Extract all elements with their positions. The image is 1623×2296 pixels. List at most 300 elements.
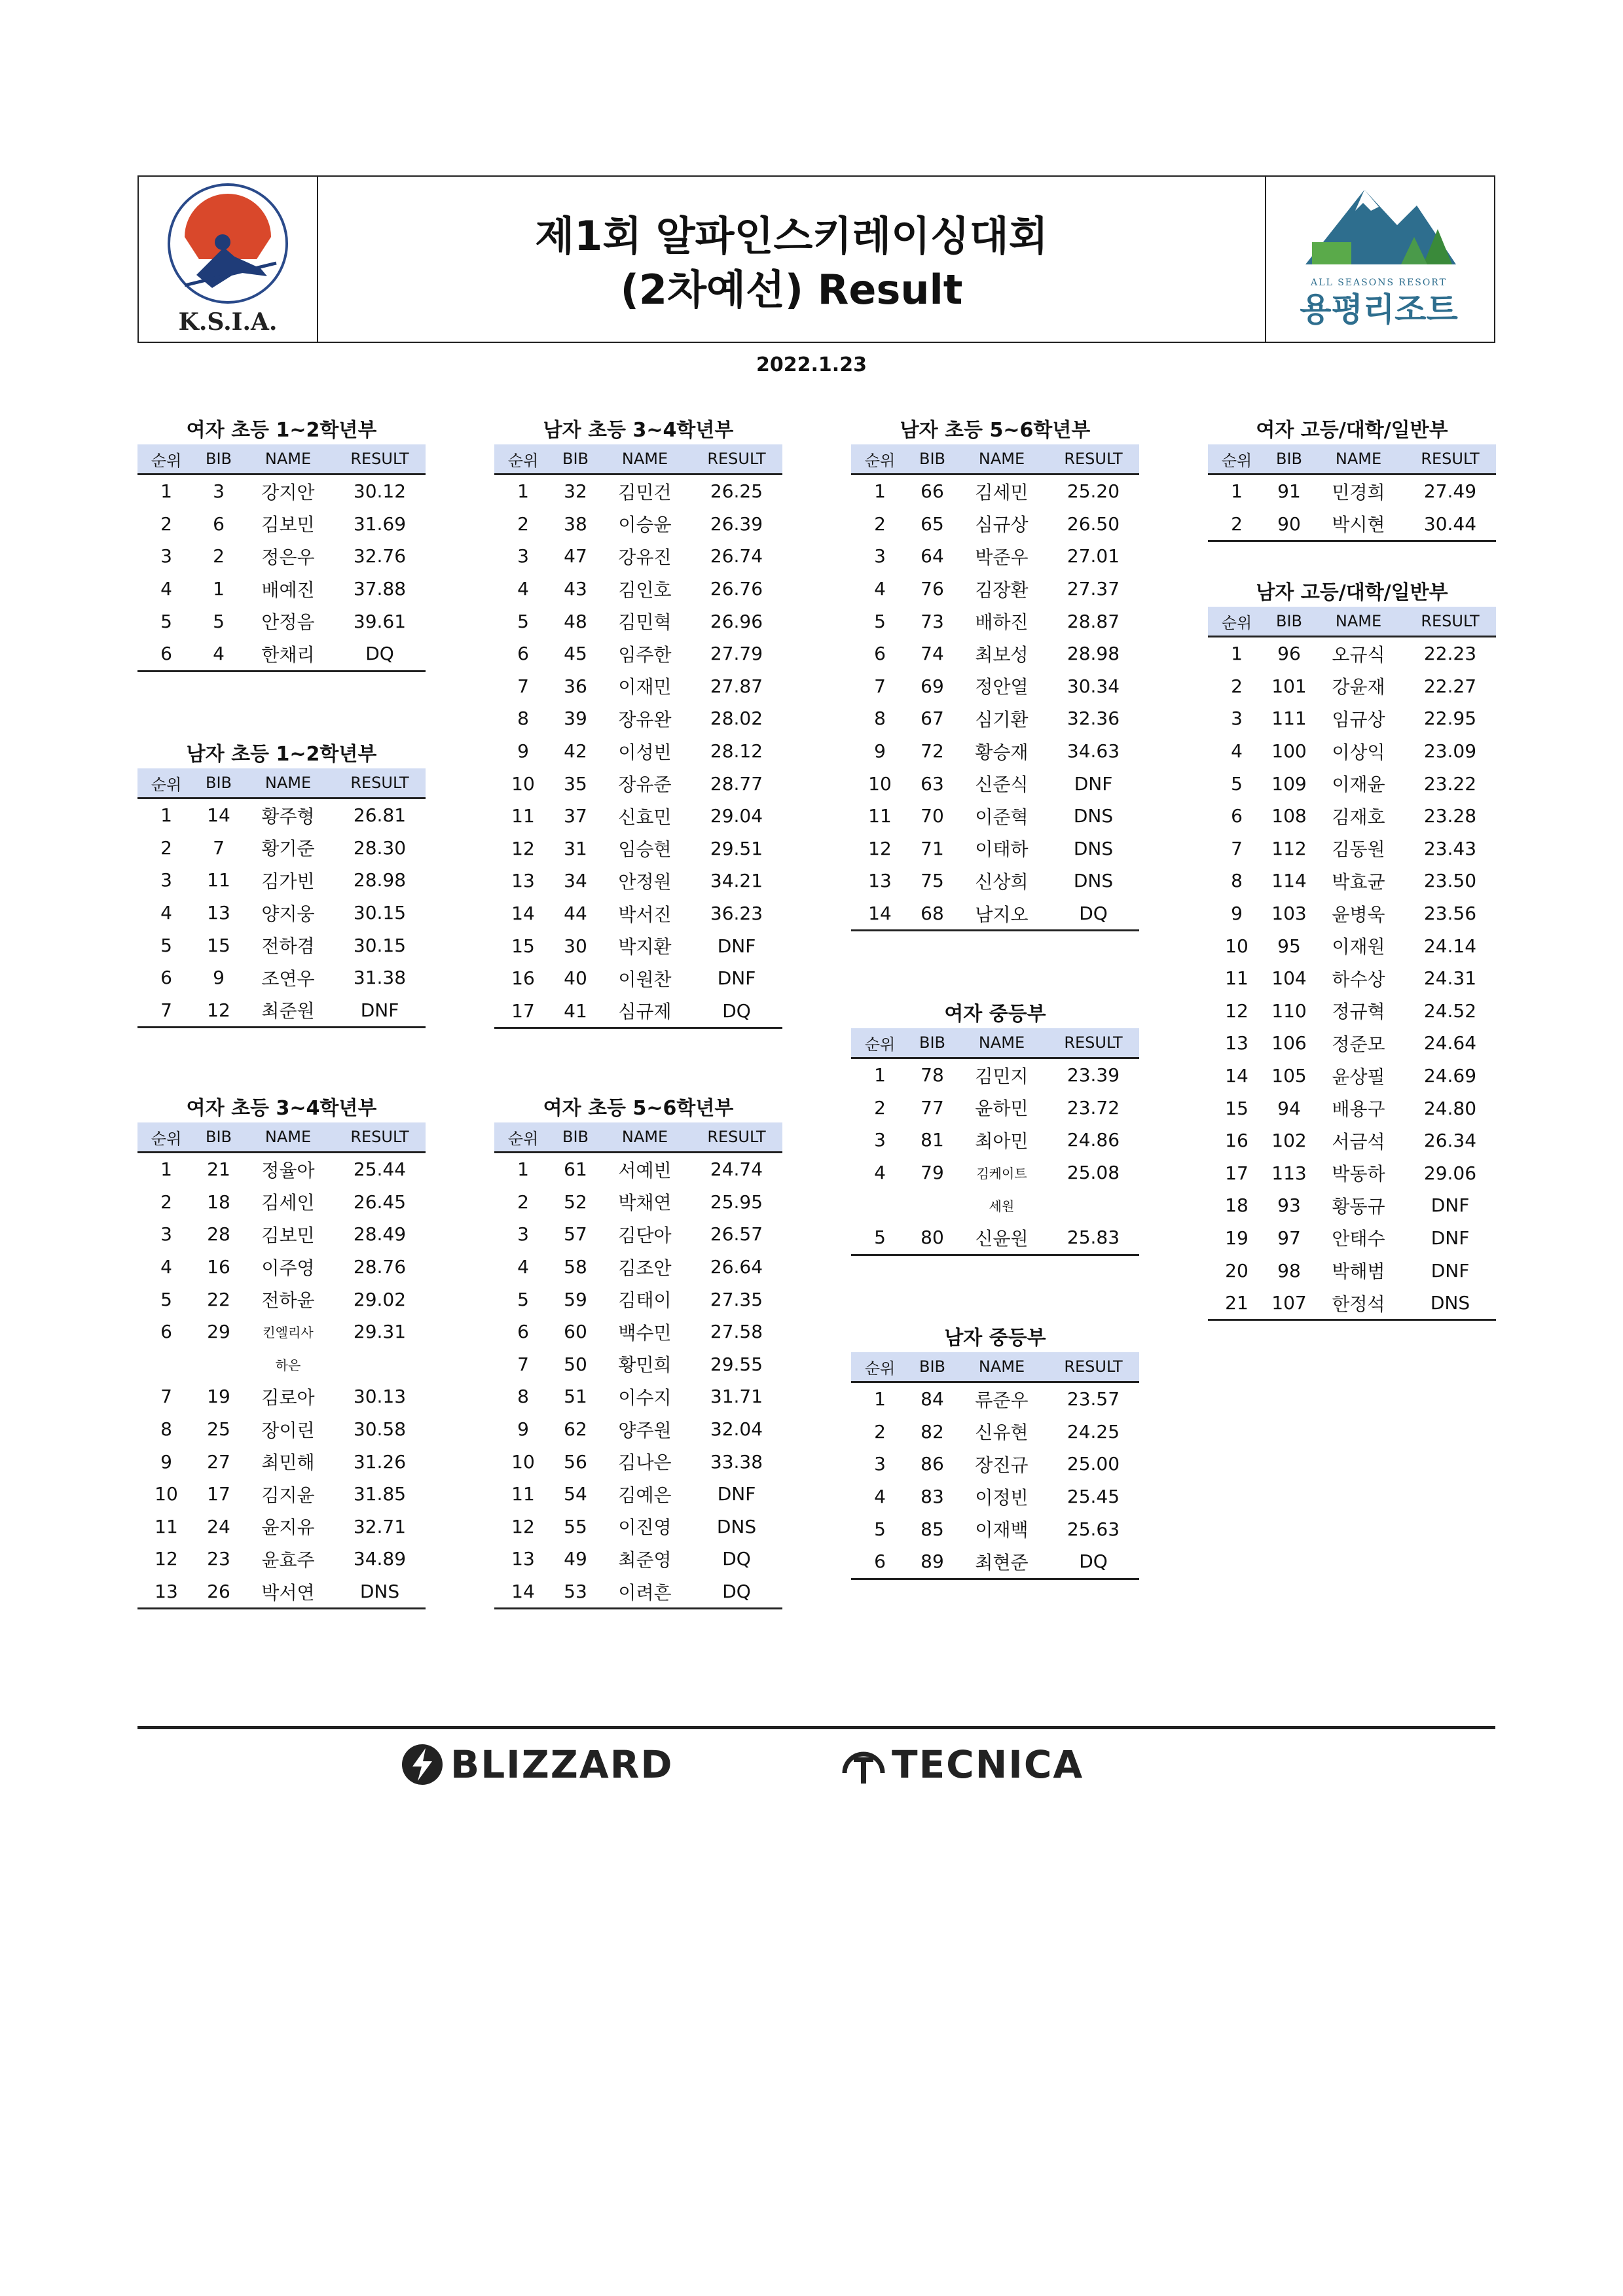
rank-cell: 4 xyxy=(874,1162,886,1184)
name-cell: 최준영 xyxy=(618,1549,672,1571)
sponsor-blizzard xyxy=(401,1738,674,1791)
name-cell: 이상익 xyxy=(1332,741,1385,763)
result-cell: 27.35 xyxy=(710,1288,763,1310)
name-cell: 이원찬 xyxy=(618,968,672,990)
result-cell: 26.50 xyxy=(1067,512,1120,535)
name-cell: 윤상필 xyxy=(1332,1066,1385,1088)
name-cell: 김보민 xyxy=(261,514,315,536)
bib-cell: 40 xyxy=(564,967,587,990)
rank-cell: 8 xyxy=(160,1418,172,1441)
rank-cell: 11 xyxy=(511,805,535,827)
bib-cell: 82 xyxy=(921,1420,944,1443)
name-cell: 배용구 xyxy=(1332,1098,1385,1121)
column-header-result: RESULT xyxy=(1421,612,1480,630)
name-cell: 임승현 xyxy=(618,838,672,861)
table-row xyxy=(851,1480,1139,1513)
table-row xyxy=(494,540,782,573)
table-row xyxy=(494,800,782,833)
result-cell: 29.06 xyxy=(1423,1162,1477,1184)
rank-cell: 15 xyxy=(511,935,535,957)
table-row xyxy=(137,1445,426,1478)
bib-cell: 109 xyxy=(1271,772,1307,795)
table-header-row xyxy=(137,444,426,475)
column-header-result: RESULT xyxy=(1064,450,1123,468)
result-cell: 32.71 xyxy=(353,1515,407,1537)
table-row xyxy=(137,799,426,832)
name-cell: 황민희 xyxy=(618,1354,672,1376)
column-header-bib: BIB xyxy=(919,450,945,468)
rank-cell: 2 xyxy=(517,1191,529,1213)
name-cell: 이재백 xyxy=(975,1519,1029,1541)
name-cell: 이재원 xyxy=(1332,936,1385,958)
column-header-name: NAME xyxy=(264,1128,312,1146)
bib-cell: 68 xyxy=(921,903,944,925)
name-cell: 류준우 xyxy=(975,1389,1029,1411)
name-cell: 신윤원 xyxy=(975,1227,1029,1249)
bib-cell: 77 xyxy=(921,1096,944,1119)
name-cell: 최보성 xyxy=(975,643,1029,666)
result-cell: 26.81 xyxy=(353,804,407,827)
table-row xyxy=(851,637,1139,670)
rank-cell: 1 xyxy=(874,1388,886,1410)
name-cell: 김세인 xyxy=(261,1192,315,1214)
table-row xyxy=(494,1283,782,1316)
table-row xyxy=(494,1511,782,1543)
name-cell: 박해범 xyxy=(1332,1261,1385,1283)
result-cell: 31.38 xyxy=(353,967,407,989)
result-cell: 30.15 xyxy=(353,902,407,924)
table-girls-elem-3-4 xyxy=(137,1098,426,1609)
result-cell: 27.87 xyxy=(710,675,763,697)
result-cell: 25.00 xyxy=(1067,1453,1120,1475)
bib-cell: 1 xyxy=(213,578,225,600)
rank-cell: 16 xyxy=(1225,1130,1249,1152)
name-cell: 최준원 xyxy=(261,1000,315,1022)
table-row xyxy=(1208,702,1496,735)
bib-cell: 64 xyxy=(921,545,944,567)
name-cell: 김인호 xyxy=(618,579,672,601)
table-header-row xyxy=(851,1352,1139,1383)
result-cell: 31.85 xyxy=(353,1483,407,1505)
table-row xyxy=(494,995,782,1028)
rank-cell: 12 xyxy=(511,837,535,859)
page-title xyxy=(317,209,1266,317)
bib-cell: 3 xyxy=(213,480,225,503)
name-cell: 김나은 xyxy=(618,1452,672,1474)
result-cell: 23.56 xyxy=(1423,903,1477,925)
rank-cell: 8 xyxy=(874,708,886,730)
rank-cell: 14 xyxy=(868,903,892,925)
table-header-row xyxy=(494,1122,782,1153)
column-header-name: NAME xyxy=(978,450,1025,468)
result-cell: 23.28 xyxy=(1423,805,1477,827)
rank-cell: 1 xyxy=(160,480,172,503)
name-cell: 김단아 xyxy=(618,1224,672,1246)
rank-cell: 10 xyxy=(868,772,892,795)
rank-cell: 13 xyxy=(511,870,535,892)
column-header-bib: BIB xyxy=(1275,612,1302,630)
result-cell: 24.64 xyxy=(1423,1032,1477,1054)
rank-cell: 2 xyxy=(160,1191,172,1213)
name-cell: 윤지유 xyxy=(261,1516,315,1539)
result-cell: DQ xyxy=(722,999,751,1022)
table-bottom-rule xyxy=(851,929,1139,931)
bib-cell: 97 xyxy=(1277,1227,1301,1249)
name-cell: 임규상 xyxy=(1332,708,1385,730)
rank-cell: 4 xyxy=(517,1256,529,1278)
result-cell: 34.21 xyxy=(710,870,763,892)
table-row xyxy=(137,929,426,961)
result-cell: DNF xyxy=(717,967,756,990)
rank-cell: 10 xyxy=(1225,935,1249,957)
name-cell: 황승재 xyxy=(975,741,1029,763)
table-row xyxy=(494,475,782,508)
title-line-1: 제1회 알파인스키레이싱대회 xyxy=(535,212,1048,260)
bib-cell: 37 xyxy=(564,805,587,827)
table-row xyxy=(137,1511,426,1543)
bib-cell: 84 xyxy=(921,1388,944,1410)
bib-cell: 34 xyxy=(564,870,587,892)
table-row xyxy=(851,1416,1139,1448)
rank-cell: 21 xyxy=(1225,1292,1249,1314)
result-cell: 31.69 xyxy=(353,512,407,535)
name-cell: 배하진 xyxy=(975,611,1029,634)
column-header-bib: BIB xyxy=(205,1128,232,1146)
name-cell: 이정빈 xyxy=(975,1486,1029,1509)
name-cell: 김세민 xyxy=(975,481,1029,503)
column-header-name: NAME xyxy=(1335,450,1382,468)
bib-cell: 93 xyxy=(1277,1194,1301,1217)
table-row xyxy=(137,994,426,1027)
bib-cell: 14 xyxy=(207,804,230,827)
rank-cell: 2 xyxy=(874,1096,886,1119)
result-cell: 24.80 xyxy=(1423,1097,1477,1119)
column-header-name: NAME xyxy=(264,450,312,468)
name-cell: 심규상 xyxy=(975,514,1029,536)
name-cell: 이수지 xyxy=(618,1386,672,1408)
result-cell: 26.64 xyxy=(710,1256,763,1278)
rank-cell: 4 xyxy=(160,1256,172,1278)
column-header-bib: BIB xyxy=(1275,450,1302,468)
name-cell: 최현준 xyxy=(975,1551,1029,1573)
rank-cell: 4 xyxy=(874,1486,886,1508)
table-row xyxy=(137,1575,426,1608)
rank-cell: 8 xyxy=(1231,870,1243,892)
table-row xyxy=(137,1380,426,1413)
table-row xyxy=(851,833,1139,865)
bib-cell: 100 xyxy=(1271,740,1307,762)
result-cell: 22.95 xyxy=(1423,708,1477,730)
bib-cell: 48 xyxy=(564,610,587,632)
result-cell: 28.98 xyxy=(1067,643,1120,665)
table-row xyxy=(851,1513,1139,1545)
result-cell: DNS xyxy=(1073,837,1114,859)
rank-cell: 3 xyxy=(160,1223,172,1246)
result-cell: 31.26 xyxy=(353,1450,407,1473)
column-header-result: RESULT xyxy=(707,450,766,468)
bib-cell: 113 xyxy=(1271,1162,1307,1184)
bib-cell: 111 xyxy=(1271,708,1307,730)
rank-cell: 5 xyxy=(517,1288,529,1310)
table-row xyxy=(494,1478,782,1511)
rank-cell: 5 xyxy=(160,934,172,956)
table-row xyxy=(494,1218,782,1251)
column-header-rank: 순위 xyxy=(1221,451,1252,470)
bib-cell: 101 xyxy=(1271,675,1307,697)
rank-cell: 7 xyxy=(874,675,886,697)
bib-cell: 42 xyxy=(564,740,587,762)
bib-cell: 27 xyxy=(207,1450,230,1473)
table-row xyxy=(494,508,782,541)
result-cell: 36.23 xyxy=(710,903,763,925)
name-cell: 킨엘리사 xyxy=(263,1325,314,1341)
name-cell: 박서연 xyxy=(261,1581,315,1604)
name-cell: 심기환 xyxy=(975,708,1029,730)
bib-cell: 11 xyxy=(207,869,230,891)
bib-cell: 16 xyxy=(207,1256,230,1278)
result-cell: 32.04 xyxy=(710,1418,763,1441)
name-cell: 박효균 xyxy=(1332,870,1385,893)
table-men-high-univ-general xyxy=(1208,582,1496,1321)
result-cell: 24.74 xyxy=(710,1158,763,1181)
rank-cell: 7 xyxy=(517,675,529,697)
table-row xyxy=(851,1383,1139,1416)
column-header-rank: 순위 xyxy=(864,451,896,470)
table-row xyxy=(1208,1222,1496,1255)
result-cell: 25.63 xyxy=(1067,1518,1120,1540)
name-cell: 김가빈 xyxy=(261,870,315,892)
ksia-logo-icon xyxy=(139,177,317,342)
table-row xyxy=(1208,1027,1496,1060)
column-header-bib: BIB xyxy=(205,774,232,792)
table-row xyxy=(1208,1092,1496,1124)
result-cell: 30.58 xyxy=(353,1418,407,1441)
result-cell: 25.08 xyxy=(1067,1162,1120,1184)
resort-logo-icon xyxy=(1266,177,1491,342)
result-cell: DNF xyxy=(1431,1227,1470,1249)
rank-cell: 4 xyxy=(874,578,886,600)
table-row xyxy=(1208,1287,1496,1319)
table-row xyxy=(1208,637,1496,670)
bib-cell: 12 xyxy=(207,999,230,1021)
result-cell: 29.51 xyxy=(710,837,763,859)
bib-cell: 60 xyxy=(564,1321,587,1343)
bib-cell: 114 xyxy=(1271,870,1307,892)
column-header-rank: 순위 xyxy=(864,1359,896,1378)
rank-cell: 2 xyxy=(874,512,886,535)
name-cell: 황동규 xyxy=(1332,1195,1385,1217)
result-cell: DQ xyxy=(1079,903,1108,925)
table-row xyxy=(1208,670,1496,703)
column-header-rank: 순위 xyxy=(151,1129,182,1148)
rank-cell: 3 xyxy=(874,1129,886,1151)
column-header-rank: 순위 xyxy=(507,1129,539,1148)
result-cell: 24.31 xyxy=(1423,967,1477,990)
name-cell: 안정원 xyxy=(618,870,672,893)
result-cell: 23.50 xyxy=(1423,870,1477,892)
result-cell: 26.76 xyxy=(710,578,763,600)
bib-cell: 52 xyxy=(564,1191,587,1213)
table-row xyxy=(494,573,782,605)
table-row xyxy=(1208,865,1496,897)
result-cell: 26.57 xyxy=(710,1223,763,1246)
table-header-row xyxy=(1208,607,1496,637)
rank-cell: 8 xyxy=(517,1386,529,1408)
result-cell: 28.76 xyxy=(353,1256,407,1278)
result-cell: DNS xyxy=(1430,1292,1470,1314)
bib-cell: 31 xyxy=(564,837,587,859)
bib-cell: 55 xyxy=(564,1515,587,1537)
table-bottom-rule xyxy=(137,1607,426,1609)
result-cell: 29.31 xyxy=(353,1321,407,1343)
bib-cell: 76 xyxy=(921,578,944,600)
table-row xyxy=(1208,995,1496,1028)
table-row xyxy=(137,1348,426,1381)
footer-divider xyxy=(137,1726,1495,1729)
result-cell: 26.39 xyxy=(710,512,763,535)
table-row xyxy=(494,1413,782,1446)
name-cell: 서예빈 xyxy=(618,1159,672,1181)
column-header-name: NAME xyxy=(264,774,312,792)
name-cell: 이재윤 xyxy=(1332,774,1385,796)
rank-cell: 2 xyxy=(1231,512,1243,535)
bib-cell: 18 xyxy=(207,1191,230,1213)
bib-cell: 103 xyxy=(1271,903,1307,925)
result-cell: 28.02 xyxy=(710,708,763,730)
table-row xyxy=(494,702,782,735)
bib-cell: 104 xyxy=(1271,967,1307,990)
name-cell: 이려흔 xyxy=(618,1581,672,1604)
bib-cell: 70 xyxy=(921,805,944,827)
name-cell: 신유현 xyxy=(975,1422,1029,1444)
result-cell: 39.61 xyxy=(353,610,407,632)
rank-cell: 3 xyxy=(160,545,172,567)
bib-cell: 30 xyxy=(564,935,587,957)
result-cell: 26.74 xyxy=(710,545,763,567)
rank-cell: 10 xyxy=(511,772,535,795)
bib-cell: 28 xyxy=(207,1223,230,1246)
table-bottom-rule xyxy=(851,1578,1139,1580)
bib-cell: 105 xyxy=(1271,1065,1307,1087)
rank-cell: 5 xyxy=(160,610,172,632)
column-header-rank: 순위 xyxy=(507,451,539,470)
rank-cell: 9 xyxy=(160,1450,172,1473)
result-cell: 24.52 xyxy=(1423,999,1477,1022)
name-cell: 세원 xyxy=(989,1198,1015,1214)
name-cell: 정규혁 xyxy=(1332,1001,1385,1023)
name-cell: 김예은 xyxy=(618,1484,672,1506)
name-cell: 최민해 xyxy=(261,1452,315,1474)
bib-cell: 2 xyxy=(213,545,225,567)
bib-cell: 4 xyxy=(213,643,225,665)
name-cell: 박동하 xyxy=(1332,1163,1385,1185)
column-header-result: RESULT xyxy=(1064,1357,1123,1376)
result-cell: 30.15 xyxy=(353,934,407,956)
bib-cell: 56 xyxy=(564,1450,587,1473)
bib-cell: 90 xyxy=(1277,512,1301,535)
blizzard-logo-icon xyxy=(401,1743,444,1786)
name-cell: 배예진 xyxy=(261,579,315,601)
rank-cell: 1 xyxy=(874,1064,886,1086)
result-cell: 32.36 xyxy=(1067,708,1120,730)
rank-cell: 5 xyxy=(874,1518,886,1540)
column-header-name: NAME xyxy=(621,1128,668,1146)
table-row xyxy=(494,929,782,962)
table-row xyxy=(851,1221,1139,1254)
bib-cell: 19 xyxy=(207,1386,230,1408)
table-row xyxy=(137,508,426,541)
name-cell: 신상희 xyxy=(975,870,1029,893)
result-cell: 28.87 xyxy=(1067,610,1120,632)
name-cell: 이준혁 xyxy=(975,806,1029,828)
sponsor-blizzard-name: BLIZZARD xyxy=(450,1742,674,1787)
table-row xyxy=(137,540,426,573)
table-title: 남자 초등 1~2학년부 xyxy=(186,743,377,766)
table-row xyxy=(137,1218,426,1251)
bib-cell: 98 xyxy=(1277,1259,1301,1282)
bib-cell: 72 xyxy=(921,740,944,762)
bib-cell: 96 xyxy=(1277,643,1301,665)
name-cell: 김민혁 xyxy=(618,611,672,634)
bib-cell: 54 xyxy=(564,1483,587,1505)
bib-cell: 80 xyxy=(921,1227,944,1249)
result-cell: 24.69 xyxy=(1423,1065,1477,1087)
table-row xyxy=(137,573,426,605)
table-bottom-rule xyxy=(851,1254,1139,1256)
table-row xyxy=(137,475,426,508)
result-cell: 33.38 xyxy=(710,1450,763,1473)
name-cell: 심규제 xyxy=(618,1001,672,1023)
rank-cell: 11 xyxy=(1225,967,1249,990)
column-header-bib: BIB xyxy=(562,450,589,468)
rank-cell: 18 xyxy=(1225,1194,1249,1217)
name-cell: 정안열 xyxy=(975,676,1029,698)
rank-cell: 9 xyxy=(874,740,886,762)
bib-cell: 66 xyxy=(921,480,944,503)
resort-logo-name: 용평리조트 xyxy=(1300,291,1458,329)
name-cell: 이진영 xyxy=(618,1516,672,1539)
column-header-result: RESULT xyxy=(1064,1033,1123,1052)
table-row xyxy=(851,1092,1139,1124)
bib-cell: 5 xyxy=(213,610,225,632)
name-cell: 이태하 xyxy=(975,838,1029,861)
name-cell: 김동원 xyxy=(1332,838,1385,861)
result-cell: 22.23 xyxy=(1423,643,1477,665)
name-cell: 황기준 xyxy=(261,838,315,860)
table-boys-elem-5-6 xyxy=(851,420,1139,931)
bib-cell: 35 xyxy=(564,772,587,795)
rank-cell: 4 xyxy=(517,578,529,600)
bib-cell: 45 xyxy=(564,643,587,665)
rank-cell: 5 xyxy=(1231,772,1243,795)
bib-cell: 7 xyxy=(213,836,225,859)
bib-cell: 6 xyxy=(213,512,225,535)
rank-cell: 7 xyxy=(160,1386,172,1408)
rank-cell: 4 xyxy=(1231,740,1243,762)
table-row xyxy=(137,1316,426,1348)
table-girls-elem-1-2 xyxy=(137,420,426,672)
rank-cell: 12 xyxy=(868,837,892,859)
bib-cell: 71 xyxy=(921,837,944,859)
table-row xyxy=(1208,1157,1496,1190)
table-header-row xyxy=(1208,444,1496,475)
table-row xyxy=(851,475,1139,508)
rank-cell: 12 xyxy=(155,1548,178,1570)
bib-cell: 13 xyxy=(207,902,230,924)
result-cell: 22.27 xyxy=(1423,675,1477,697)
table-row xyxy=(851,897,1139,930)
table-row xyxy=(851,540,1139,573)
